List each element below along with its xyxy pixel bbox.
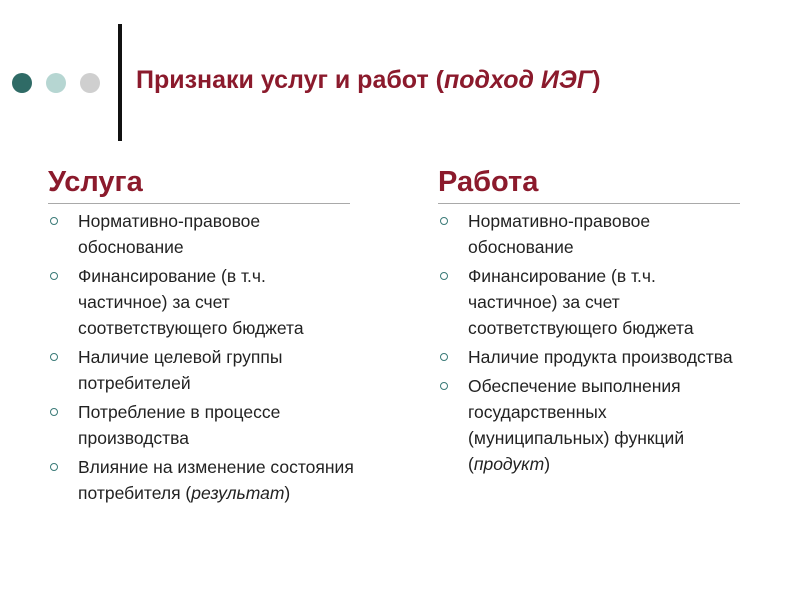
dot-gray (80, 73, 100, 93)
dot-light-teal (46, 73, 66, 93)
list-item (48, 263, 358, 341)
bullet-icon (440, 353, 448, 361)
column-work (438, 162, 748, 480)
service-list (48, 208, 358, 506)
work-list (438, 208, 748, 477)
list-item (48, 399, 358, 451)
item-tail: ) (544, 454, 551, 474)
bullet-icon (50, 353, 58, 361)
title-prefix: Признаки услуг и работ ( (136, 66, 444, 94)
list-item (438, 344, 748, 370)
bullet-icon (440, 272, 448, 280)
bullet-icon (50, 217, 58, 225)
item-text: Потребление в процессе производства (78, 402, 281, 448)
item-text: Обеспечение выполнения государственных (муниципальных) функций ( (468, 376, 685, 474)
item-text: Нормативно-правовое обоснование (468, 211, 651, 257)
title-italic: подход ИЭГ (443, 66, 593, 94)
item-text: Финансирование (в т.ч. частичное) за счет соответствующего бюджета (468, 266, 694, 338)
item-text: Наличие продукта производства (468, 347, 733, 367)
title-divider (118, 24, 122, 141)
list-item (48, 454, 358, 506)
bullet-icon (440, 382, 448, 390)
decorative-dots (12, 73, 100, 93)
list-item (48, 208, 358, 260)
list-item (438, 263, 748, 341)
dot-dark-teal (12, 73, 32, 93)
column-heading-service: Услуга (48, 166, 143, 198)
heading-rule (438, 203, 740, 204)
list-item (438, 373, 748, 477)
item-text: Финансирование (в т.ч. частичное) за счет соответствующего бюджета (78, 266, 304, 338)
item-text: Влияние на изменение состояния потребителя ( (78, 457, 354, 503)
list-item (48, 344, 358, 396)
item-text: Нормативно-правовое обоснование (78, 211, 261, 257)
item-italic: результат (191, 483, 285, 503)
bullet-icon (50, 272, 58, 280)
bullet-icon (50, 463, 58, 471)
bullet-icon (440, 217, 448, 225)
column-heading-work: Работа (438, 166, 539, 198)
slide-title (136, 66, 601, 95)
list-item (438, 208, 748, 260)
item-text: Наличие целевой группы потребителей (78, 347, 283, 393)
title-suffix: ) (592, 66, 601, 94)
item-italic: продукт (473, 454, 545, 474)
column-service (48, 162, 358, 509)
bullet-icon (50, 408, 58, 416)
item-tail: ) (284, 483, 291, 503)
heading-rule (48, 203, 350, 204)
